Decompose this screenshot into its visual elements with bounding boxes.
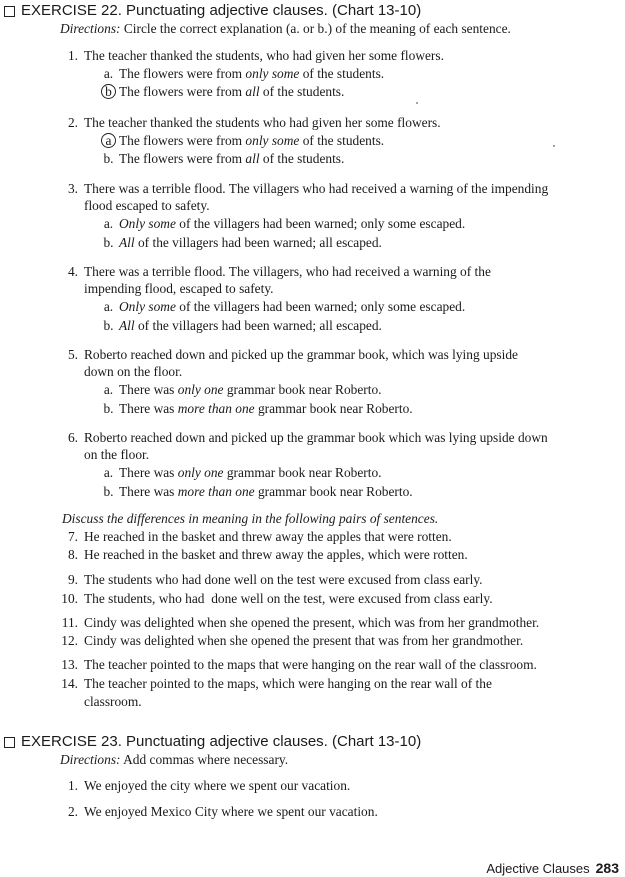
option-letter: a. [103, 299, 114, 314]
option-b[interactable] [104, 150, 344, 167]
option-text: of the students. [259, 84, 345, 99]
scan-speck [553, 145, 555, 147]
item-number: 8. [67, 547, 78, 562]
item-sentence: We enjoyed the city where we spent our vacation. [84, 778, 351, 793]
option-letter: a. [103, 66, 114, 81]
option-emphasis: more than one [177, 484, 255, 499]
option-text: There was [119, 484, 178, 499]
option-text: of the villagers had been warned; only some escaped. [175, 216, 466, 231]
item-sentence: Roberto reached down and picked up the grammar book, which was lying upside [84, 347, 518, 362]
directions-text: Circle the correct explanation (a. or b.) of the meaning of each sentence. [120, 21, 511, 36]
item-number: 1. [67, 778, 78, 793]
option-emphasis: more than one [177, 401, 255, 416]
item-number: 14. [61, 676, 78, 691]
item-sentence-continued: flood escaped to safety. [84, 198, 210, 213]
exercise-23-header [4, 733, 421, 751]
option-text: There was [119, 382, 178, 397]
directions-label: Directions: [60, 752, 121, 767]
exercise-22-title: EXERCISE 22. Punctuating adjective clauses. (Chart 13-10) [21, 2, 422, 19]
item-sentence: The students who had done well on the test were excused from class early. [84, 572, 483, 587]
discuss-instruction: Discuss the differences in meaning in the following pairs of sentences. [62, 511, 439, 526]
item-number: 7. [67, 529, 78, 544]
item-sentence-continued: impending flood, escaped to safety. [84, 281, 274, 296]
item-sentence: We enjoyed Mexico City where we spent our vacation. [84, 804, 378, 819]
option-text: of the students. [299, 133, 385, 148]
option-b[interactable] [104, 483, 413, 500]
option-emphasis: Only some [119, 216, 176, 231]
option-b[interactable] [104, 400, 413, 417]
option-text: The flowers were from [119, 133, 246, 148]
exercise-23-directions [60, 751, 288, 768]
checkbox-icon[interactable] [4, 737, 15, 748]
item-number: 9. [67, 572, 78, 587]
item-sentence: He reached in the basket and threw away the apples that were rotten. [84, 529, 452, 544]
option-emphasis: All [119, 235, 135, 250]
item-sentence: The teacher thanked the students who had given her some flowers. [84, 115, 441, 130]
option-letter: a. [103, 382, 114, 397]
option-letter: b. [103, 484, 114, 499]
item-number: 13. [61, 657, 78, 672]
directions-label: Directions: [60, 21, 121, 36]
option-text: grammar book near Roberto. [223, 465, 382, 480]
item-sentence: The teacher pointed to the maps, which were hanging on the rear wall of the [84, 676, 492, 691]
option-text: The flowers were from [119, 151, 246, 166]
option-b[interactable] [104, 317, 382, 334]
section-name: Adjective Clauses [486, 861, 590, 876]
option-a[interactable] [104, 215, 465, 232]
item-number: 6. [67, 430, 78, 445]
option-a[interactable] [104, 65, 384, 82]
option-b[interactable] [104, 83, 344, 100]
option-emphasis: only some [245, 66, 300, 81]
option-emphasis: only one [177, 382, 224, 397]
option-text: grammar book near Roberto. [223, 382, 382, 397]
option-a[interactable] [104, 464, 382, 481]
option-emphasis: only one [177, 465, 224, 480]
option-text: The flowers were from [119, 66, 246, 81]
option-emphasis: all [245, 151, 260, 166]
option-text: of the students. [299, 66, 385, 81]
option-emphasis: Only some [119, 299, 176, 314]
option-text: There was [119, 465, 178, 480]
item-sentence: The teacher pointed to the maps that were hanging on the rear wall of the classroom. [84, 657, 537, 672]
option-text: grammar book near Roberto. [254, 484, 413, 499]
option-text: The flowers were from [119, 84, 246, 99]
option-letter: a. [103, 465, 114, 480]
item-number: 5. [67, 347, 78, 362]
option-letter: a. [103, 216, 114, 231]
option-a[interactable] [104, 298, 465, 315]
option-text: of the students. [259, 151, 345, 166]
option-text: of the villagers had been warned; all escaped. [134, 235, 382, 250]
exercise-22-directions [60, 20, 511, 37]
option-letter: b. [103, 401, 114, 416]
item-sentence: There was a terrible flood. The villagers who had received a warning of the impending [84, 181, 549, 196]
item-sentence: He reached in the basket and threw away the apples, which were rotten. [84, 547, 468, 562]
option-text: grammar book near Roberto. [254, 401, 413, 416]
option-b[interactable] [104, 234, 382, 251]
option-text: There was [119, 401, 178, 416]
item-number: 10. [61, 591, 78, 606]
item-number: 12. [61, 633, 78, 648]
item-number: 2. [67, 804, 78, 819]
item-sentence-continued: down on the floor. [84, 364, 183, 379]
item-sentence: The students, who had done well on the test, were excused from class early. [84, 591, 493, 606]
exercise-22-header [4, 2, 421, 20]
option-a[interactable] [104, 132, 384, 149]
option-a[interactable] [104, 381, 382, 398]
item-number: 2. [67, 115, 78, 130]
option-letter: b. [103, 235, 114, 250]
item-number: 11. [61, 615, 78, 630]
option-emphasis: all [245, 84, 260, 99]
item-sentence: Cindy was delighted when she opened the present that was from her grandmother. [84, 633, 524, 648]
item-sentence: There was a terrible flood. The villagers, who had received a warning of the [84, 264, 491, 279]
scan-speck [416, 102, 418, 104]
exercise-23-title: EXERCISE 23. Punctuating adjective clauses. (Chart 13-10) [21, 733, 422, 750]
option-emphasis: only some [245, 133, 300, 148]
circled-answer-icon: b [101, 84, 116, 99]
item-sentence: Roberto reached down and picked up the grammar book which was lying upside down [84, 430, 548, 445]
option-letter: b. [103, 318, 114, 333]
option-letter: b. [103, 151, 114, 166]
page-footer [486, 860, 619, 877]
item-number: 4. [67, 264, 78, 279]
directions-text: Add commas where necessary. [120, 752, 289, 767]
item-sentence-continued: classroom. [84, 694, 142, 709]
item-sentence: Cindy was delighted when she opened the present, which was from her grandmother. [84, 615, 540, 630]
checkbox-icon[interactable] [4, 6, 15, 17]
item-sentence: The teacher thanked the students, who had given her some flowers. [84, 48, 444, 63]
option-emphasis: All [119, 318, 135, 333]
item-sentence-continued: on the floor. [84, 447, 150, 462]
item-number: 1. [67, 48, 78, 63]
circled-answer-icon: a [101, 133, 116, 148]
option-text: of the villagers had been warned; all escaped. [134, 318, 382, 333]
page-number: 283 [595, 860, 619, 876]
option-text: of the villagers had been warned; only some escaped. [175, 299, 466, 314]
item-number: 3. [67, 181, 78, 196]
